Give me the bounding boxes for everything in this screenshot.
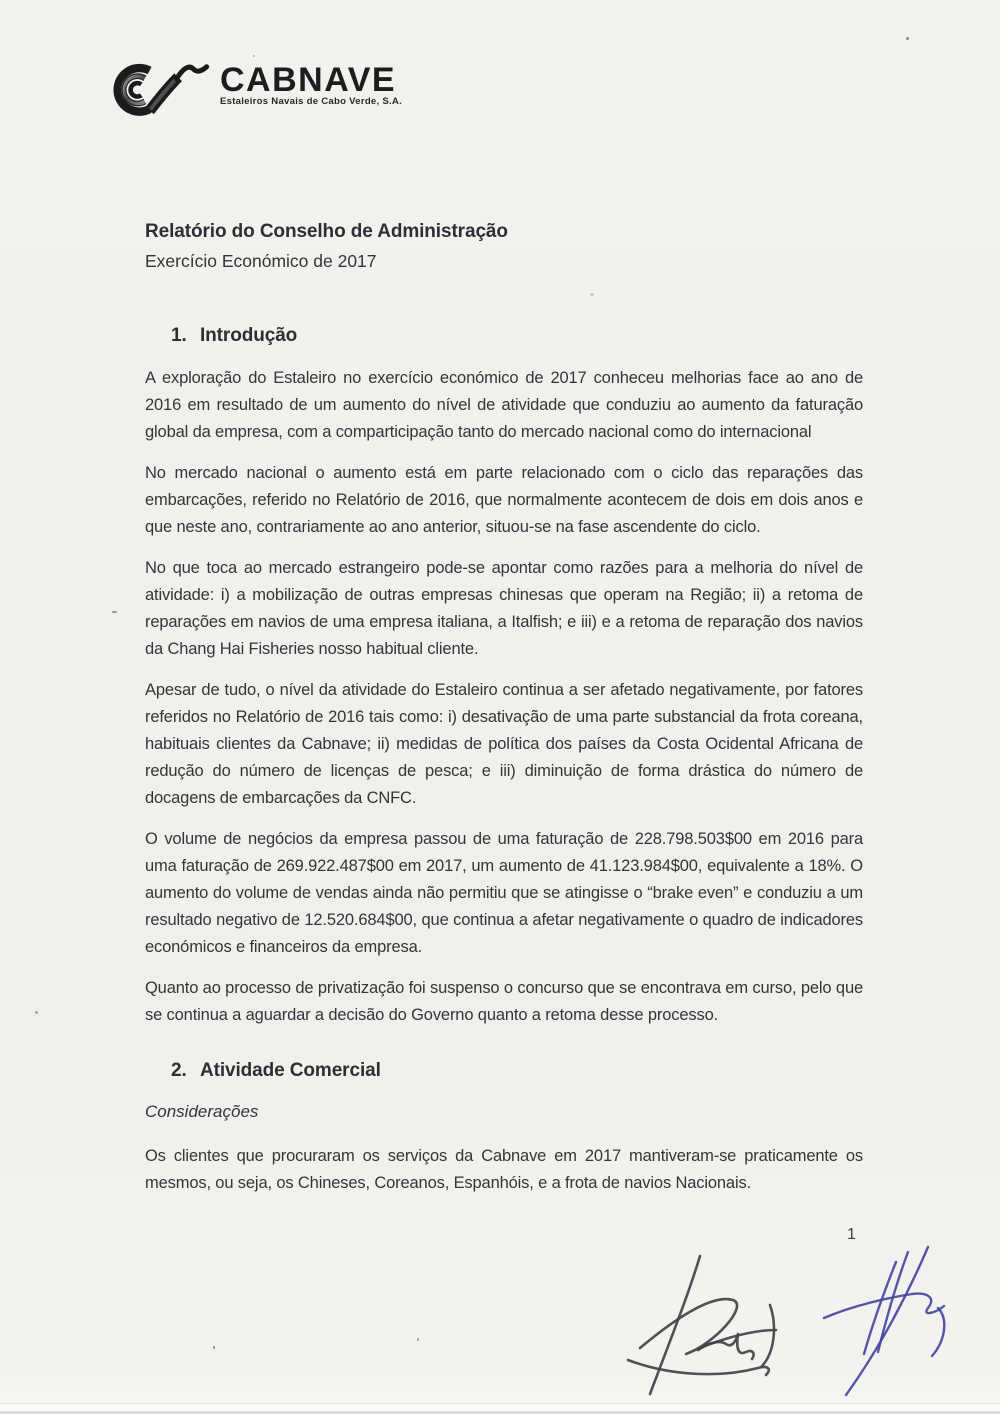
scan-speckle	[906, 37, 909, 40]
paragraph-intro-6: Quanto ao processo de privatização foi suspenso o concurso que se encontrava em curso, pelo que se continua a aguardar a decisão do Governo quanto a retoma desse processo.	[145, 979, 863, 1024]
signature-right	[824, 1247, 944, 1395]
paragraph-intro-3: No que toca ao mercado estrangeiro pode-se apontar como razões para a melhoria do nível de atividade: i) a mobilização de outras empresas chinesas que operam na Região; ii) a retoma de reparações em navios de uma empresa italiana, a Italfish; e iii) e a retoma de reparação dos navios da Chang Hai Fisheries nosso habitual cliente.	[145, 559, 863, 658]
report-title: Relatório do Conselho de Administração	[145, 221, 508, 242]
scan-speckle	[417, 1338, 419, 1341]
scan-speckle	[213, 1346, 215, 1349]
scan-speckle	[112, 611, 117, 613]
section-2-number: 2.	[171, 1060, 187, 1081]
section-2-heading	[171, 1058, 863, 1084]
section-1-title: Introdução	[200, 325, 298, 346]
letterhead	[106, 54, 402, 124]
report-subtitle: Exercício Económico de 2017	[145, 251, 377, 271]
page-bottom-edge	[0, 1403, 1000, 1414]
signature-left	[628, 1256, 776, 1394]
page-number: 1	[847, 1226, 856, 1243]
cabnave-logo-icon	[106, 54, 210, 124]
paragraph-comercial-1: Os clientes que procuraram os serviços da Cabnave em 2017 mantiveram-se praticamente os mesmos, ou seja, os Chineses, Coreanos, Espanhóis, e a frota de navios Nacionais.	[145, 1147, 863, 1192]
company-tagline: Estaleiros Navais de Cabo Verde, S.A.	[220, 96, 403, 107]
paragraph-intro-2: No mercado nacional o aumento está em parte relacionado com o ciclo das reparações das embarcações, referido no Relatório de 2016, que normalmente acontecem de dois em dois anos e que neste ano, contrariamente ao ano anterior, situou-se na fase ascendente do ciclo.	[145, 464, 863, 536]
section-2-title: Atividade Comercial	[200, 1060, 381, 1081]
document-body	[145, 219, 863, 1211]
section-1-number: 1.	[171, 325, 187, 346]
paragraph-intro-4: Apesar de tudo, o nível da atividade do Estaleiro continua a ser afetado negativamente, por fatores referidos no Relatório de 2016 tais como: i) desativação de uma parte substancial da frota coreana, habituais clientes da Cabnave; ii) medidas de política dos países da Costa Ocidental Africana de redução do número de licenças de pesca; e iii) diminuição de forma drástica do número de docagens de embarcações da CNFC.	[145, 681, 863, 807]
scan-speckle	[253, 55, 255, 57]
scan-speckle	[590, 293, 594, 296]
paragraph-intro-5: O volume de negócios da empresa passou de uma faturação de 228.798.503$00 em 2016 para uma faturação de 269.922.487$00 em 2017, um aumento de 41.123.984$00, equivalente a 18%. O aumento do volume de vendas ainda não permitiu que se atingisse o “brake even” e conduziu a um resultado negativo de 12.520.684$00, que continua a afetar negativamente o quadro de indicadores económicos e financeiros da empresa.	[145, 830, 863, 956]
scan-speckle	[35, 1011, 38, 1014]
company-name: CABNAVE	[220, 61, 397, 99]
subsection-consideracoes: Considerações	[145, 1102, 259, 1121]
paragraph-intro-1: A exploração do Estaleiro no exercício económico de 2017 conheceu melhorias face ao ano de 2016 em resultado de um aumento do nível de atividade que conduziu ao aumento da faturação global da empresa, com a comparticipação tanto do mercado nacional como do internacional	[145, 369, 863, 441]
signatures	[590, 1225, 1000, 1414]
section-1-heading	[171, 323, 863, 349]
logo-text	[220, 54, 402, 124]
